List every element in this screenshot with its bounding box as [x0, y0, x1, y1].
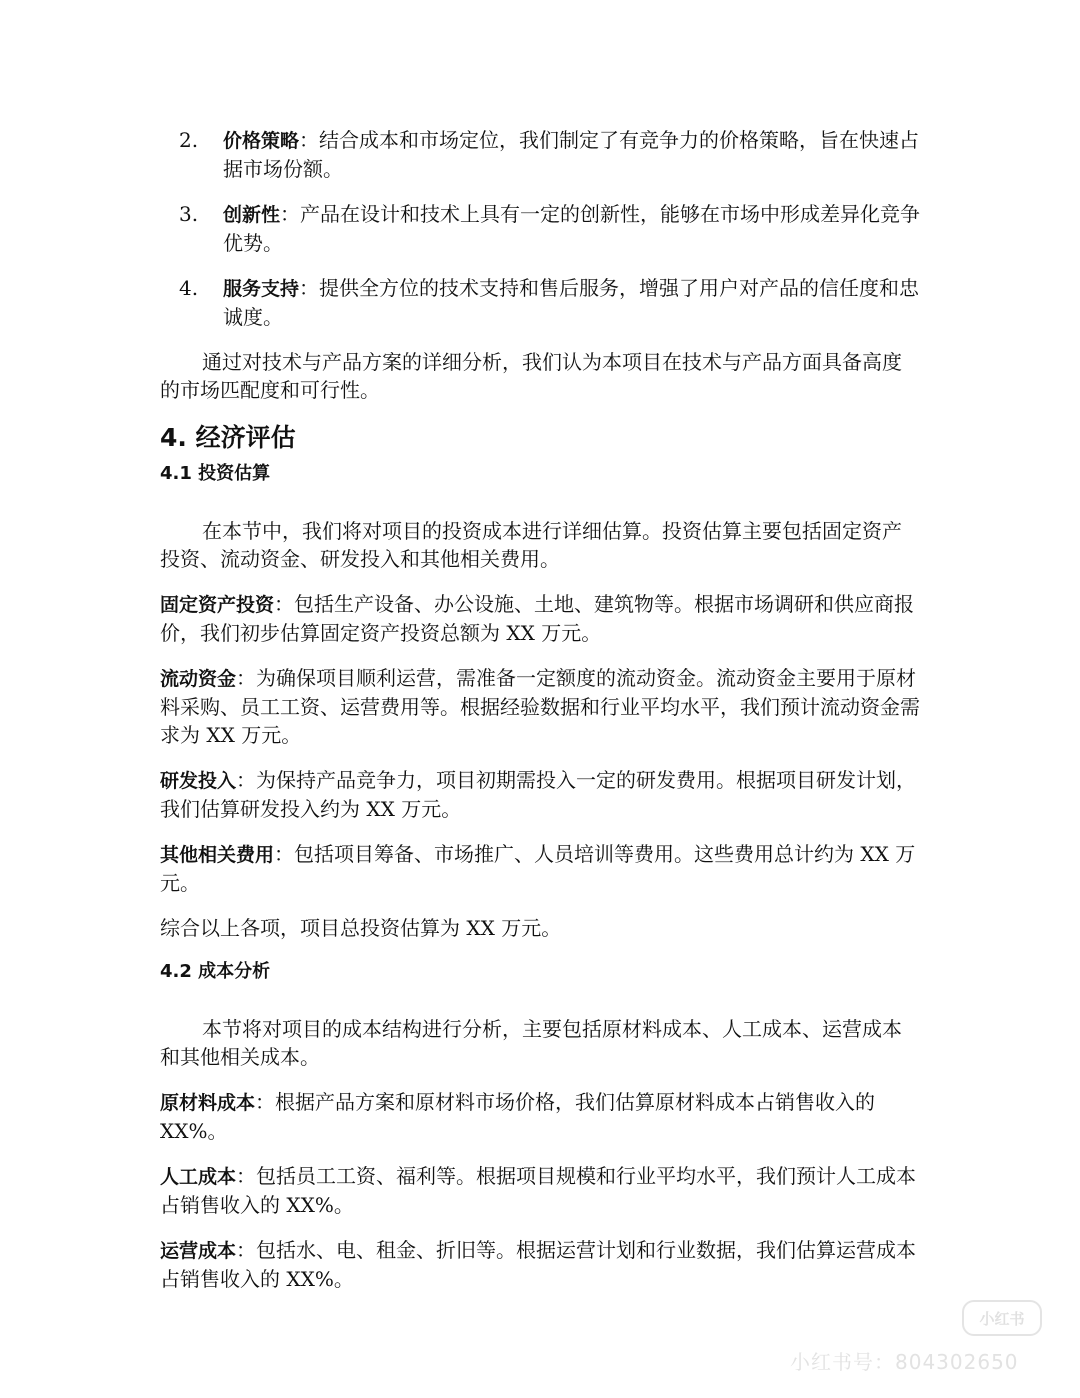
list-separator: ： — [299, 276, 320, 300]
definition-term: 流动资金 — [160, 668, 237, 690]
definition-paragraph — [160, 590, 920, 647]
list-text: 结合成本和市场定位，我们制定了有竞争力的价格策略，旨在快速占据市场份额。 — [223, 128, 920, 181]
list-separator: ： — [280, 202, 301, 226]
definition-separator: ： — [236, 768, 257, 792]
definition-separator: ： — [274, 842, 295, 866]
definition-term: 其他相关费用 — [160, 844, 275, 866]
definition-separator: ： — [255, 1090, 276, 1114]
definition-paragraph — [160, 1236, 920, 1293]
definition-paragraph — [160, 840, 920, 897]
definition-term: 运营成本 — [160, 1240, 237, 1262]
definition-text: 包括项目筹备、市场推广、人员培训等费用。这些费用总计约为 XX 万元。 — [160, 842, 916, 895]
definition-term: 固定资产投资 — [160, 594, 275, 616]
list-number: 2. — [179, 128, 199, 152]
definition-text: 为确保项目顺利运营，需准备一定额度的流动资金。流动资金主要用于原材料采购、员工工资、运营费用等。根据经验数据和行业平均水平，我们预计流动资金需求为 XX 万元。 — [160, 666, 920, 747]
list-item — [160, 200, 920, 257]
list-term: 创新性 — [223, 204, 281, 226]
definition-text: 包括生产设备、办公设施、土地、建筑物等。根据市场调研和供应商报价，我们初步估算固定资产投资总额为 XX 万元。 — [160, 592, 915, 645]
subsection-heading: 4.1 投资估算 — [160, 463, 271, 484]
definition-paragraph — [160, 1088, 920, 1145]
summary-paragraph: 综合以上各项，项目总投资估算为 XX 万元。 — [160, 916, 562, 940]
document-body — [160, 126, 920, 1310]
intro-paragraph: 在本节中，我们将对项目的投资成本进行详细估算。投资估算主要包括固定资产投资、流动资金、研发投入和其他相关费用。 — [160, 519, 902, 571]
definition-paragraph — [160, 766, 920, 823]
definition-term: 研发投入 — [160, 770, 237, 792]
definition-separator: ： — [236, 666, 257, 690]
definition-text: 包括水、电、租金、折旧等。根据运营计划和行业数据，我们估算运营成本占销售收入的 XX%。 — [160, 1238, 917, 1291]
watermark-logo: 小红书 — [962, 1300, 1042, 1336]
list-term: 服务支持 — [223, 278, 300, 300]
definition-term: 人工成本 — [160, 1166, 237, 1188]
list-number: 3. — [179, 202, 199, 226]
list-text: 提供全方位的技术支持和售后服务，增强了用户对产品的信任度和忠诚度。 — [223, 276, 920, 329]
definition-text: 为保持产品竞争力，项目初期需投入一定的研发费用。根据项目研发计划，我们估算研发投入约为 XX 万元。 — [160, 768, 917, 821]
definition-paragraph — [160, 1162, 920, 1219]
watermark-id: 小红书号：804302650 — [790, 1350, 1019, 1374]
definition-paragraph — [160, 664, 920, 749]
list-item — [160, 274, 920, 331]
section-heading: 4. 经济评估 — [160, 423, 296, 452]
intro-paragraph: 本节将对项目的成本结构进行分析，主要包括原材料成本、人工成本、运营成本和其他相关成本。 — [160, 1017, 902, 1069]
definition-term: 原材料成本 — [160, 1092, 256, 1114]
conclusion-paragraph: 通过对技术与产品方案的详细分析，我们认为本项目在技术与产品方面具备高度的市场匹配度和可行性。 — [160, 350, 902, 402]
list-term: 价格策略 — [223, 130, 300, 152]
subsection-heading: 4.2 成本分析 — [160, 961, 271, 982]
list-item — [160, 126, 920, 183]
definition-separator: ： — [236, 1238, 257, 1262]
list-number: 4. — [179, 276, 199, 300]
list-text: 产品在设计和技术上具有一定的创新性，能够在市场中形成差异化竞争优势。 — [223, 202, 921, 255]
definition-separator: ： — [236, 1164, 257, 1188]
list-separator: ： — [299, 128, 320, 152]
definition-text: 包括员工工资、福利等。根据项目规模和行业平均水平，我们预计人工成本占销售收入的 XX%。 — [160, 1164, 917, 1217]
definition-separator: ： — [274, 592, 295, 616]
definition-text: 根据产品方案和原材料市场价格，我们估算原材料成本占销售收入的 XX%。 — [160, 1090, 876, 1143]
